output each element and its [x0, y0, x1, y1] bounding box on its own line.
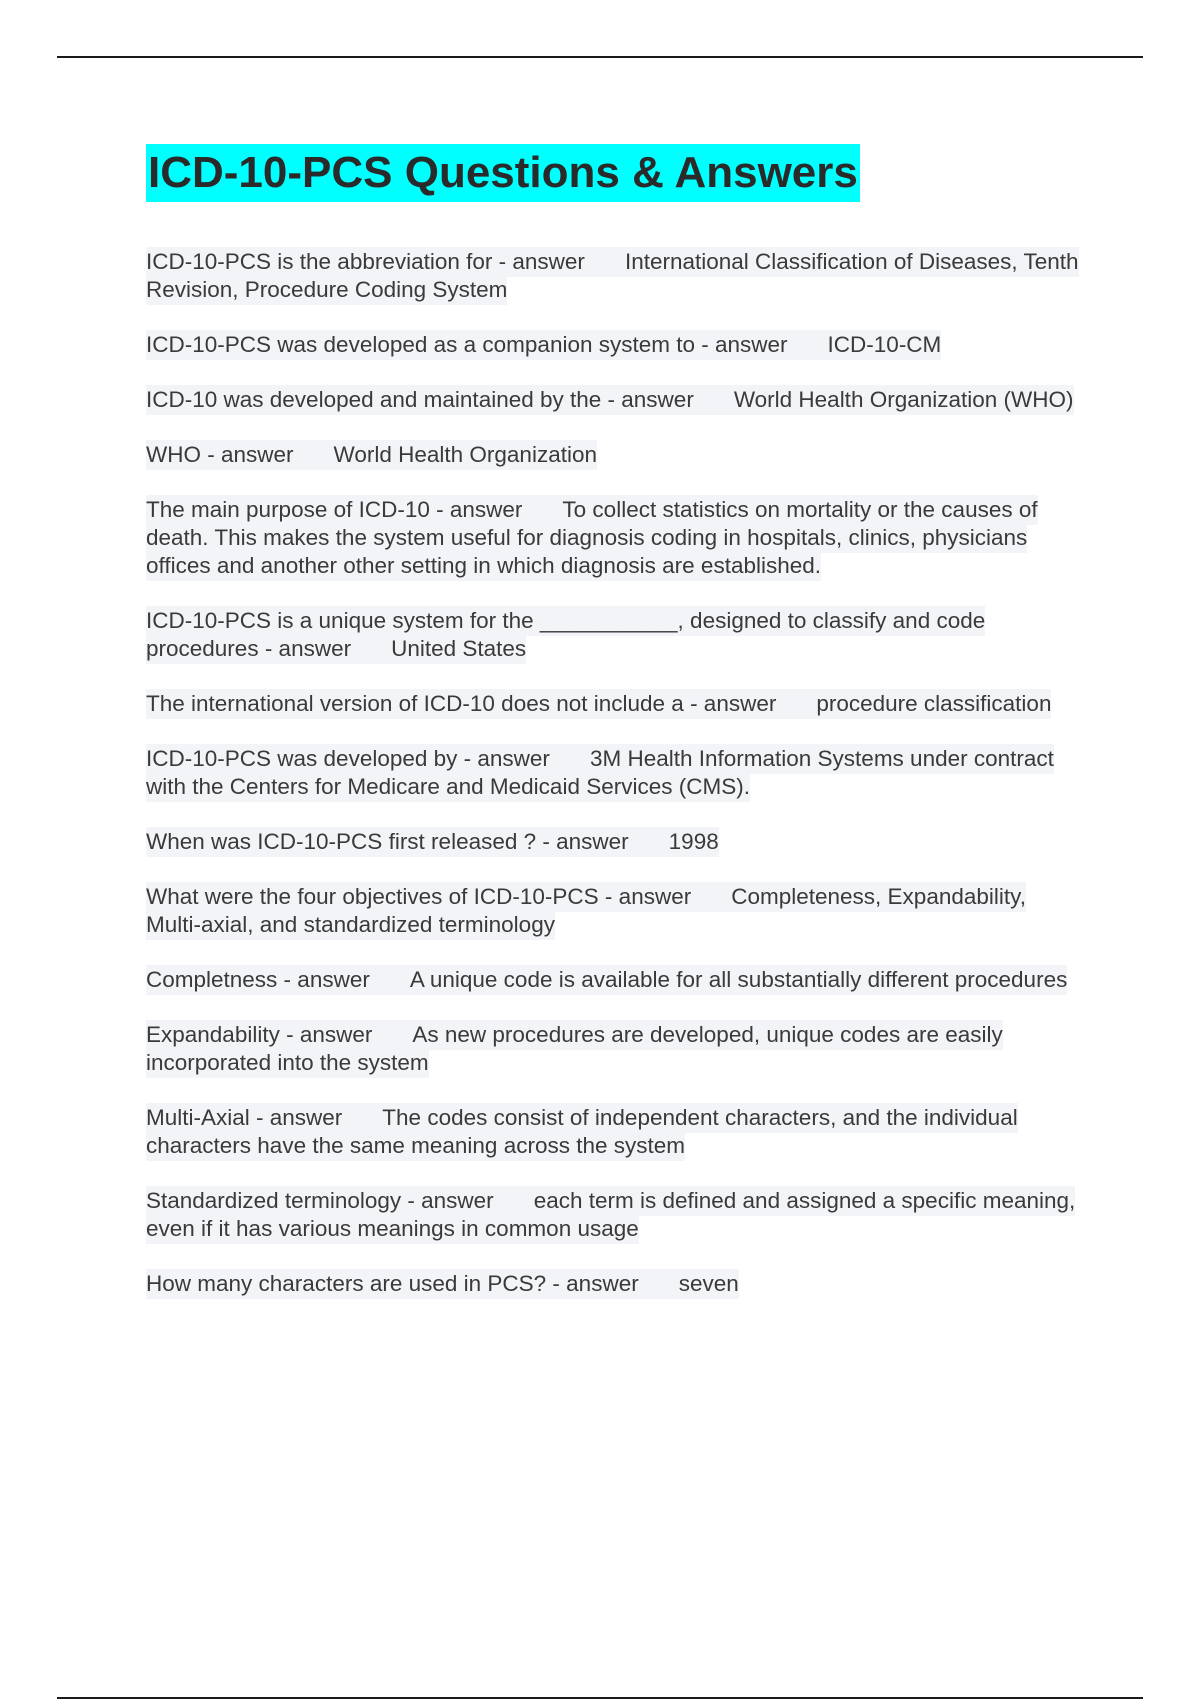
qa-highlight: [146, 1020, 1003, 1078]
answer-text: each term is defined and assigned a specific meaning, even if it has various meanings in common usage: [146, 1188, 1076, 1241]
qa-item: [146, 1187, 1086, 1243]
qa-item: [146, 828, 1086, 856]
question-text: ICD-10 was developed and maintained by the - answer: [146, 387, 694, 412]
question-text: The main purpose of ICD-10 - answer: [146, 497, 523, 522]
qa-highlight: [146, 1103, 1018, 1161]
qa-item: [146, 441, 1086, 469]
qa-item: [146, 1104, 1086, 1160]
question-text: What were the four objectives of ICD-10-PCS - answer: [146, 884, 692, 909]
qa-item: [146, 331, 1086, 359]
question-text: The international version of ICD-10 does not include a - answer: [146, 691, 777, 716]
answer-text: A unique code is available for all substantially different procedures: [409, 967, 1068, 992]
qa-highlight: [146, 882, 1026, 940]
question-text: Completness - answer: [146, 967, 370, 992]
qa-highlight: [146, 440, 597, 470]
qa-item: [146, 966, 1086, 994]
qa-highlight: [146, 827, 719, 857]
answer-text: International Classification of Diseases, Tenth Revision, Procedure Coding System: [146, 249, 1079, 302]
qa-item: [146, 1270, 1086, 1298]
question-text: Expandability - answer: [146, 1022, 373, 1047]
question-text: ICD-10-PCS is the abbreviation for - answer: [146, 249, 585, 274]
answer-text: ICD-10-CM: [827, 332, 942, 357]
answer-text: procedure classification: [816, 691, 1052, 716]
question-text: Standardized terminology - answer: [146, 1188, 494, 1213]
answer-text: World Health Organization (WHO): [733, 387, 1074, 412]
question-text: How many characters are used in PCS? - answer: [146, 1271, 639, 1296]
qa-highlight: [146, 1269, 739, 1299]
question-text: Multi-Axial - answer: [146, 1105, 343, 1130]
top-rule: [57, 56, 1143, 58]
qa-highlight: [146, 495, 1038, 581]
answer-text: As new procedures are developed, unique codes are easily incorporated into the system: [146, 1022, 1003, 1075]
bottom-rule: [57, 1697, 1143, 1699]
qa-item: [146, 745, 1086, 801]
qa-item: [146, 386, 1086, 414]
answer-text: To collect statistics on mortality or the causes of death. This makes the system useful for diagnosis coding in hospitals, clinics, physicians offices and another other setting in which diagnosis are established.: [146, 497, 1038, 578]
answer-text: 1998: [668, 829, 719, 854]
question-text: When was ICD-10-PCS first released ? - answer: [146, 829, 629, 854]
answer-text: Completeness, Expandability, Multi-axial, and standardized terminology: [146, 884, 1026, 937]
qa-item: [146, 496, 1086, 580]
answer-text: World Health Organization: [333, 442, 597, 467]
answer-text: The codes consist of independent characters, and the individual characters have the same meaning across the system: [146, 1105, 1018, 1158]
qa-item: [146, 1021, 1086, 1077]
title-block: [146, 144, 1086, 202]
question-text: WHO - answer: [146, 442, 294, 467]
qa-item: [146, 607, 1086, 663]
qa-item: [146, 883, 1086, 939]
qa-item: [146, 690, 1086, 718]
qa-highlight: [146, 744, 1054, 802]
qa-item: [146, 248, 1086, 304]
qa-highlight: [146, 1186, 1075, 1244]
qa-highlight: [146, 247, 1079, 305]
question-text: ICD-10-PCS was developed as a companion system to - answer: [146, 332, 788, 357]
question-text: ICD-10-PCS was developed by - answer: [146, 746, 550, 771]
qa-highlight: [146, 385, 1074, 415]
document-body: [146, 144, 1086, 1325]
qa-highlight: [146, 965, 1067, 995]
qa-highlight: [146, 606, 985, 664]
answer-text: 3M Health Information Systems under contract with the Centers for Medicare and Medicaid Services (CMS).: [146, 746, 1054, 799]
page-title: ICD-10-PCS Questions & Answers: [146, 144, 860, 202]
answer-text: United States: [391, 636, 527, 661]
qa-highlight: [146, 330, 941, 360]
answer-text: seven: [678, 1271, 739, 1296]
qa-list: [146, 248, 1086, 1298]
question-text: ICD-10-PCS is a unique system for the ___________, designed to classify and code procedures - answer: [146, 608, 986, 661]
qa-highlight: [146, 689, 1051, 719]
